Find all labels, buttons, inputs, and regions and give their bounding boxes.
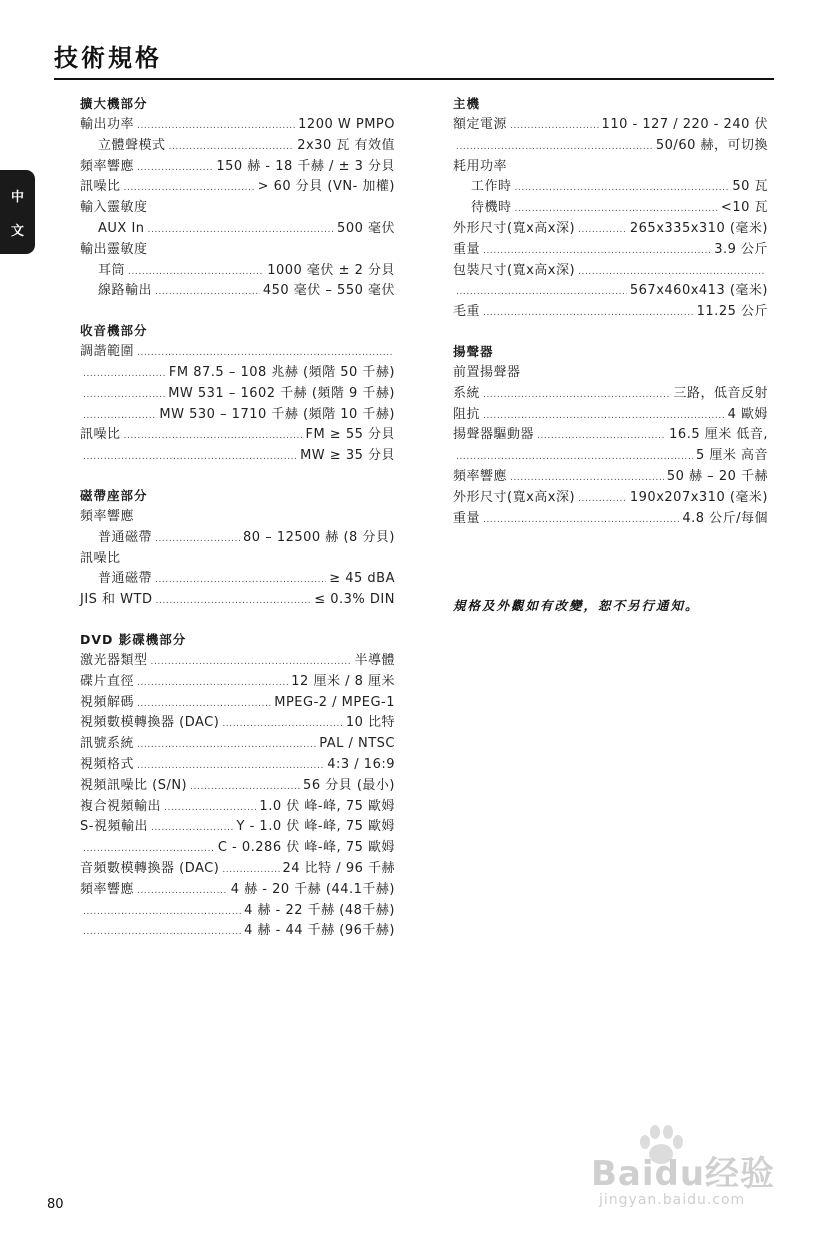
spec-value: 150 赫 - 18 千赫 / ± 3 分貝 [216,158,395,174]
spec-label: 工作時 [471,179,512,195]
spec-value: 4 赫 - 44 千赫 (96千赫) [244,923,395,939]
spec-row [453,261,768,282]
spec-label: 普通磁帶 [98,529,153,545]
left-column [80,93,395,960]
spec-value: 190x207x310 (毫米) [629,489,768,505]
spec-value: 50 瓦 [732,179,768,195]
spec-label: AUX In [98,220,145,236]
section-title: 擴大機部分 [80,96,148,111]
spec-label: 重量 [453,241,481,257]
spec-label: 普通磁帶 [98,571,153,587]
spec-label: 視頻格式 [80,756,135,772]
spec-value: 4 赫 - 20 千赫 (44.1千赫) [230,881,395,897]
spec-row [80,569,395,590]
spec-row [80,734,395,755]
dot-leader [137,343,392,364]
dot-leader [151,652,352,673]
dot-leader [156,591,312,612]
dot-leader [83,447,297,468]
dot-leader [137,756,324,777]
spec-value: 2x30 瓦 有效值 [297,137,395,153]
spec-row [453,240,768,261]
dot-leader [578,220,627,241]
spec-row [80,240,395,261]
spec-value: 半導體 [354,652,395,668]
spec-value: FM 87.5 – 108 兆赫 (頻階 50 千赫) [168,364,395,380]
spec-value: 5 厘米 高音 [695,448,768,464]
spec-row [80,198,395,219]
spec-value: > 60 分貝 (VN- 加權) [257,179,395,195]
spec-row [453,198,768,219]
dot-leader [515,199,718,220]
spec-label: 輸入靈敏度 [80,200,148,216]
dot-leader [483,241,711,262]
dot-leader [124,426,303,447]
spec-label: 訊噪比 [80,427,121,443]
spec-label: 線路輸出 [98,283,153,299]
spec-row [80,115,395,136]
dot-leader [83,839,215,860]
spec-row [453,281,768,302]
spec-row [453,302,768,323]
spec-value: 1000 毫伏 ± 2 分貝 [267,262,395,278]
spec-label: 耳筒 [98,262,126,278]
section-title: DVD 影碟機部分 [80,631,187,647]
dot-leader [578,489,627,510]
dot-leader [128,262,264,283]
spec-row [80,713,395,734]
dot-leader [456,447,693,468]
spec-value: 24 比特 / 96 千赫 [282,860,395,876]
spec-value: MW 530 – 1710 千赫 (頻階 10 千赫) [159,406,395,422]
spec-label: 訊噪比 [80,550,121,566]
spec-row [453,488,768,509]
dot-leader [456,137,653,158]
dot-leader [510,116,599,137]
spec-label: 頻率響應 [80,881,135,897]
dot-leader [137,735,316,756]
spec-value: 三路，低音反射 [673,385,768,401]
spec-row [453,177,768,198]
section-title: 磁帶座部分 [80,487,148,503]
spec-label: 輸出功率 [80,117,135,132]
spec-section [80,93,395,302]
dot-leader [537,426,666,447]
spec-row [453,446,768,467]
spec-label: S-視頻輸出 [80,819,148,835]
section-title: 主機 [453,96,481,111]
spec-row [80,838,395,859]
spec-section [453,93,768,323]
dot-leader [83,406,156,427]
dot-leader [456,282,627,303]
spec-value: 50/60 赫，可切換 [655,137,768,153]
spec-row [80,177,395,198]
dot-leader [164,798,256,819]
spec-label: 前置揚聲器 [453,364,521,380]
dot-leader [137,158,213,179]
dot-leader [169,137,295,158]
spec-value: MW 531 – 1602 千赫 (頻階 9 千赫) [168,385,395,401]
spec-value: 567x460x413 (毫米) [629,283,768,299]
spec-row [453,467,768,488]
spec-value: 1200 W PMPO [298,117,395,132]
dot-leader [190,777,300,798]
spec-label: 訊號系統 [80,736,135,752]
spec-value: 12 厘米 / 8 厘米 [291,673,395,689]
spec-row [80,363,395,384]
spec-row [80,219,395,240]
spec-label: 耗用功率 [453,158,508,174]
dot-leader [222,714,343,735]
spec-label: 毛重 [453,304,481,320]
spec-value: C - 0.286 伏 峰-峰, 75 歐姆 [217,840,395,856]
spec-row [80,384,395,405]
spec-value: MPEG-2 / MPEG-1 [274,694,395,710]
spec-label: 複合視頻輸出 [80,798,162,814]
spec-label: JIS 和 WTD [80,592,153,608]
language-tab-char: 文 [10,224,24,239]
spec-label: 音頻數模轉換器 (DAC) [80,860,220,876]
spec-label: 視頻數模轉換器 (DAC) [80,715,220,731]
dot-leader [83,364,166,385]
spec-value: MW ≥ 35 分貝 [300,448,395,464]
spec-label: 額定電源 [453,117,508,132]
page-title: 技術規格 [54,44,162,72]
spec-row [80,281,395,302]
spec-value: Y - 1.0 伏 峰-峰, 75 歐姆 [236,819,395,835]
spec-value: 110 - 127 / 220 - 240 伏 [601,117,768,132]
spec-label: 待機時 [471,200,512,216]
page-number: 80 [47,1197,64,1212]
spec-row [80,507,395,528]
dot-leader [155,570,326,591]
spec-label: 系統 [453,385,481,401]
spec-row [80,136,395,157]
spec-value: 4.8 公斤/每個 [682,510,768,526]
spec-row [453,384,768,405]
dot-leader [137,673,288,694]
spec-value: 4 赫 - 22 千赫 (48千赫) [244,902,395,918]
dot-leader [515,178,730,199]
dot-leader [83,902,241,923]
dot-leader [483,510,679,531]
dot-leader [510,468,664,489]
watermark-url: jingyan.baidu.com [599,1192,746,1208]
spec-value: 11.25 公斤 [696,304,768,320]
spec-row [453,115,768,136]
section-title: 收音機部分 [80,323,148,339]
language-tab-char: 中 [10,190,24,205]
spec-value: 56 分貝 (最小) [303,777,395,793]
spec-label: 視頻訊噪比 (S/N) [80,777,188,793]
spec-label: 碟片直徑 [80,673,135,689]
spec-row [80,921,395,942]
spec-row [80,817,395,838]
spec-label: 揚聲器驅動器 [453,427,535,443]
dot-leader [137,881,228,902]
spec-row [80,342,395,363]
dot-leader [578,262,765,283]
spec-row [80,693,395,714]
spec-value: 500 毫伏 [337,220,395,236]
spec-value: ≥ 45 dBA [329,571,395,587]
spec-value: 10 比特 [345,715,395,731]
section-title: 揚聲器 [453,343,494,359]
spec-row [453,405,768,426]
dot-leader [148,220,335,241]
dot-leader [155,529,240,550]
dot-leader [137,694,271,715]
spec-label: 調諧範圍 [80,344,135,360]
dot-leader [483,385,670,406]
spec-row [80,901,395,922]
spec-section [453,341,768,529]
spec-value: <10 瓦 [720,200,768,216]
spec-notice: 規格及外觀如有改變，恕不另行通知。 [453,598,700,613]
spec-label: 外形尺寸(寬x高x深) [453,220,576,236]
spec-row [80,797,395,818]
dot-leader [124,178,255,199]
spec-label: 輸出靈敏度 [80,241,148,257]
spec-row [453,136,768,157]
spec-value: 4 歐姆 [727,406,768,422]
spec-row [80,261,395,282]
dot-leader [83,385,165,406]
dot-leader [83,922,241,943]
spec-row [80,549,395,570]
spec-row [80,528,395,549]
title-rule [54,78,774,80]
dot-leader [483,303,694,324]
spec-value: 50 赫 – 20 千赫 [666,468,768,484]
spec-value: 265x335x310 (毫米) [629,220,768,236]
spec-row [453,219,768,240]
dot-leader [483,406,725,427]
spec-row [80,405,395,426]
spec-label: 訊噪比 [80,179,121,195]
spec-value: 450 毫伏 – 550 毫伏 [262,283,395,299]
spec-row [80,651,395,672]
spec-section [80,485,395,611]
spec-value: PAL / NTSC [319,736,395,752]
spec-row [453,363,768,384]
spec-value: 4:3 / 16:9 [327,756,395,772]
spec-value: ≤ 0.3% DIN [314,592,395,608]
spec-label: 立體聲模式 [98,137,166,153]
spec-row [80,425,395,446]
spec-section [80,320,395,467]
spec-row [80,880,395,901]
spec-label: 頻率響應 [80,508,135,524]
spec-row [80,590,395,611]
spec-label: 外形尺寸(寬x高x深) [453,489,576,505]
dot-leader [222,860,279,881]
spec-label: 阻抗 [453,406,481,422]
spec-row [80,755,395,776]
language-tab [0,170,35,254]
dot-leader [137,116,295,137]
spec-row [80,446,395,467]
watermark-brand: Baidu经验 [591,1154,776,1194]
spec-row [80,776,395,797]
spec-row [80,157,395,178]
spec-row [453,425,768,446]
right-column [453,93,768,547]
spec-row [80,859,395,880]
spec-row [453,509,768,530]
spec-section [80,629,395,942]
spec-value: 80 – 12500 赫 (8 分貝) [243,529,395,545]
spec-value: 16.5 厘米 低音, [669,427,768,443]
spec-label: 視頻解碼 [80,694,135,710]
spec-label: 頻率響應 [453,468,508,484]
spec-label: 激光器類型 [80,652,148,668]
spec-label: 重量 [453,510,481,526]
watermark [585,1140,785,1230]
spec-label: 頻率響應 [80,158,135,174]
spec-row [80,672,395,693]
spec-value: 1.0 伏 峰-峰, 75 歐姆 [259,798,395,814]
spec-row [453,157,768,178]
spec-value: FM ≥ 55 分貝 [305,427,395,443]
spec-label: 包裝尺寸(寬x高x深) [453,262,576,278]
spec-value: 3.9 公斤 [714,241,768,257]
dot-leader [151,818,234,839]
dot-leader [155,282,260,303]
